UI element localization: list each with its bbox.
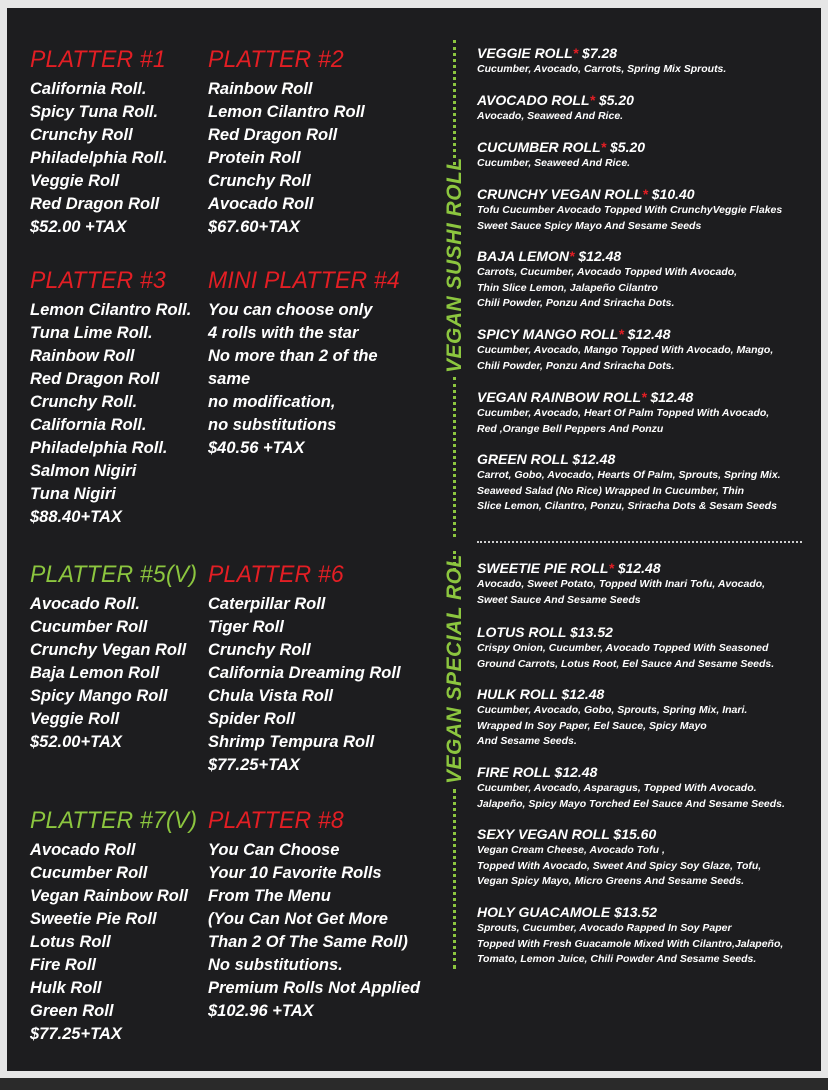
platter-price: $67.60+TAX (208, 218, 300, 236)
roll-description: Thin Slice Lemon, Jalapeño Cilantro (477, 281, 658, 294)
platter-price: $77.25+TAX (30, 1025, 122, 1043)
divider-vegan-special-bottom (453, 789, 456, 969)
platter-item: Philadelphia Roll. (30, 439, 168, 457)
roll-description: Avocado, Sweet Potato, Topped With Inari Tofu, Avocado, (477, 578, 766, 590)
platter-item: No substitutions. (208, 956, 343, 974)
roll-name-text: HULK ROLL (477, 686, 558, 702)
platter-title: PLATTER #7(V) (30, 807, 198, 834)
platter-item: same (208, 370, 251, 388)
platter-item: Shrimp Tempura Roll (208, 733, 375, 751)
platter-item: Protein Roll (208, 149, 301, 167)
roll-name-text: FIRE ROLL (477, 764, 551, 780)
roll-name (477, 186, 817, 203)
platter-title: MINI PLATTER #4 (208, 267, 400, 294)
roll-description: Cucumber, Avocado, Carrots, Spring Mix Sprouts. (477, 63, 727, 75)
platter-item: Green Roll (30, 1002, 114, 1020)
section-label-vegan-sushi: VEGAN SUSHI ROLL (443, 157, 466, 373)
roll-name (477, 624, 817, 641)
platter-item: Chula Vista Roll (208, 687, 333, 705)
roll-price: $12.48 (554, 764, 598, 780)
platter-3 (30, 267, 230, 529)
platter-item: Sweetie Pie Roll (30, 910, 157, 928)
platter-item: You Can Choose (208, 841, 340, 859)
roll-item (477, 764, 817, 812)
roll-name-text: AVOCADO ROLL (477, 92, 590, 108)
platter-price: $102.96 +TAX (208, 1002, 314, 1020)
roll-item (477, 45, 817, 78)
platter-item: Tuna Nigiri (30, 485, 116, 503)
roll-name (477, 560, 817, 577)
platter-item: Spicy Tuna Roll. (30, 103, 159, 121)
platter-item: (You Can Not Get More (208, 910, 388, 928)
star-icon: * (641, 389, 647, 405)
platter-item: Crunchy Roll. (30, 393, 138, 411)
roll-description: Cucumber, Avocado, Gobo, Sprouts, Spring Mix, Inari. (477, 704, 748, 716)
platter-5-vegan (30, 561, 230, 754)
roll-description: Vegan Cream Cheese, Avocado Tofu , (477, 844, 665, 856)
platter-title: PLATTER #6 (208, 561, 344, 588)
platter-item: Your 10 Favorite Rolls (208, 864, 382, 882)
divider-vegan-sushi-bottom (453, 377, 456, 537)
roll-item (477, 624, 817, 672)
roll-description: Chili Powder, Ponzu And Sriracha Dots. (477, 359, 675, 372)
platter-7-vegan (30, 807, 230, 1046)
star-icon: * (642, 186, 648, 202)
platter-item: Premium Rolls Not Applied (208, 979, 421, 997)
roll-description: Carrot, Gobo, Avocado, Hearts Of Palm, Sprouts, Spring Mix. (477, 469, 781, 481)
roll-description: Chili Powder, Ponzu And Sriracha Dots. (477, 297, 675, 309)
roll-price: $5.20 (598, 92, 634, 108)
roll-price: $12.48 (650, 389, 694, 405)
roll-description: And Sesame Seeds. (477, 735, 577, 747)
roll-name (477, 764, 817, 781)
roll-description: Cucumber, Avocado, Mango Topped With Avocado, Mango, (477, 344, 774, 356)
roll-description: Cucumber, Avocado, Heart Of Palm Topped With Avocado, (477, 407, 770, 419)
star-icon: * (600, 139, 607, 155)
platter-item: Avocado Roll (208, 195, 314, 213)
roll-description: Ground Carrots, Lotus Root, Eel Sauce And Sesame Seeds. (477, 657, 775, 670)
bottom-strip (0, 1078, 828, 1090)
roll-description: Sprouts, Cucumber, Avocado Rapped In Soy Paper (477, 922, 732, 934)
platter-item: Lotus Roll (30, 933, 111, 951)
roll-name (477, 139, 817, 156)
roll-price: $12.48 (561, 686, 605, 702)
star-icon: * (572, 45, 579, 61)
roll-price: $12.48 (627, 326, 671, 342)
platter-item: California Roll. (30, 416, 147, 434)
platter-item: Vegan Rainbow Roll (30, 887, 188, 905)
roll-item (477, 186, 817, 234)
platter-2 (208, 46, 408, 239)
platter-item: Spider Roll (208, 710, 296, 728)
roll-name-text: SEXY VEGAN ROLL (477, 826, 610, 842)
roll-description: Cucumber, Seaweed And Rice. (477, 157, 631, 169)
roll-name (477, 451, 817, 468)
divider-vegan-sushi-top (453, 40, 456, 165)
roll-item (477, 560, 817, 608)
roll-description: Sweet Sauce And Sesame Seeds (477, 593, 641, 606)
roll-price: $7.28 (582, 45, 618, 61)
roll-description: Red ,Orange Bell Peppers And Ponzu (477, 422, 664, 435)
star-icon: * (589, 92, 595, 108)
roll-name (477, 92, 817, 109)
roll-price: $15.60 (613, 826, 657, 842)
platter-item: Fire Roll (30, 956, 97, 974)
platter-title: PLATTER #2 (208, 46, 344, 73)
platter-item: Philadelphia Roll. (30, 149, 168, 167)
platter-price: $40.56 +TAX (208, 439, 305, 457)
roll-description: Sweet Sauce Spicy Mayo And Sesame Seeds (477, 219, 702, 232)
platter-item: Salmon Nigiri (30, 462, 137, 480)
roll-name-text: LOTUS ROLL (477, 624, 567, 640)
platter-item: You can choose only (208, 301, 373, 319)
platter-item: Red Dragon Roll (30, 370, 160, 388)
platter-item: California Dreaming Roll (208, 664, 401, 682)
star-icon: * (618, 326, 624, 342)
roll-description: Vegan Spicy Mayo, Micro Greens And Sesame Seeds. (477, 875, 745, 887)
platter-item: Rainbow Roll (30, 347, 135, 365)
roll-description: Topped With Avocado, Sweet And Spicy Soy Glaze, Tofu, (477, 859, 762, 872)
platter-item: Crunchy Vegan Roll (30, 641, 187, 659)
roll-item (477, 139, 817, 172)
platter-title: PLATTER #3 (30, 267, 166, 294)
platter-item: Rainbow Roll (208, 80, 313, 98)
platter-item: Veggie Roll (30, 710, 120, 728)
roll-description: Crispy Onion, Cucumber, Avocado Topped With Seasoned (477, 642, 769, 654)
platter-item: Crunchy Roll (208, 172, 311, 190)
roll-name-text: BAJA LEMON (477, 248, 570, 264)
platter-6 (208, 561, 408, 777)
platter-8 (208, 807, 421, 1023)
roll-price: $12.48 (572, 451, 616, 467)
roll-description: Tomato, Lemon Juice, Chili Powder And Sesame Seeds. (477, 953, 757, 965)
roll-price: $5.20 (610, 139, 646, 155)
platter-price: $52.00+TAX (30, 733, 122, 751)
platter-item: Caterpillar Roll (208, 595, 326, 613)
platter-item: Crunchy Roll (208, 641, 311, 659)
platter-item: 4 rolls with the star (208, 324, 359, 342)
platter-item: Baja Lemon Roll (30, 664, 160, 682)
platter-price: $77.25+TAX (208, 756, 300, 774)
platter-title: PLATTER #1 (30, 46, 166, 73)
roll-item (477, 451, 817, 515)
roll-item (477, 389, 817, 437)
platter-item: Spicy Mango Roll (30, 687, 168, 705)
platter-item: Cucumber Roll (30, 864, 148, 882)
roll-description: Topped With Fresh Guacamole Mixed With Cilantro,Jalapeño, (477, 937, 784, 950)
roll-item (477, 826, 817, 890)
roll-description: Cucumber, Avocado, Asparagus, Topped With Avocado. (477, 782, 757, 794)
platter-item: California Roll. (30, 80, 147, 98)
platter-item: Tiger Roll (208, 618, 284, 636)
roll-name (477, 904, 817, 921)
roll-description: Wrapped In Soy Paper, Eel Sauce, Spicy Mayo (477, 719, 707, 732)
platter-item: Crunchy Roll (30, 126, 133, 144)
roll-name-text: SPICY MANGO ROLL (477, 326, 619, 342)
roll-name-text: HOLY GUACAMOLE (477, 904, 611, 920)
roll-item (477, 326, 817, 374)
section-separator (477, 541, 802, 543)
roll-item (477, 248, 817, 312)
roll-price: $12.48 (578, 248, 622, 264)
platter-item: No more than 2 of the (208, 347, 378, 365)
roll-name (477, 326, 817, 343)
platter-price: $52.00 +TAX (30, 218, 127, 236)
platter-item: no modification, (208, 393, 336, 411)
roll-price: $13.52 (570, 624, 613, 640)
roll-item (477, 92, 817, 125)
platter-item: Lemon Cilantro Roll (208, 103, 365, 121)
roll-name (477, 45, 817, 62)
platter-item: Than 2 Of The Same Roll) (208, 933, 408, 951)
roll-price: $10.40 (651, 186, 695, 202)
roll-item (477, 686, 817, 750)
platter-item: Avocado Roll. (30, 595, 141, 613)
roll-name-text: GREEN ROLL (477, 451, 569, 467)
roll-name (477, 686, 817, 703)
star-icon: * (608, 560, 614, 576)
section-label-vegan-special: VEGAN SPECIAL ROL (443, 554, 466, 784)
roll-name-text: SWEETIE PIE ROLL (477, 560, 609, 576)
roll-name-text: VEGGIE ROLL (477, 45, 573, 61)
platter-item: Lemon Cilantro Roll. (30, 301, 192, 319)
star-icon: * (569, 248, 575, 264)
platter-item: Red Dragon Roll (208, 126, 338, 144)
platter-item: no substitutions (208, 416, 337, 434)
roll-description: Seaweed Salad (No Rice) Wrapped In Cucumber, Thin (477, 484, 745, 497)
roll-description: Carrots, Cucumber, Avocado Topped With Avocado, (477, 266, 738, 278)
platter-item: Red Dragon Roll (30, 195, 160, 213)
roll-description: Avocado, Seaweed And Rice. (477, 110, 624, 122)
roll-description: Slice Lemon, Cilantro, Ponzu, Sriracha Dots & Sesam Seeds (477, 500, 777, 512)
roll-price: $12.48 (617, 560, 661, 576)
roll-name (477, 248, 817, 265)
roll-name (477, 389, 817, 406)
platter-item: Hulk Roll (30, 979, 102, 997)
roll-name (477, 826, 817, 843)
platter-price: $88.40+TAX (30, 508, 122, 526)
roll-item (477, 904, 817, 968)
platter-item: Avocado Roll (30, 841, 136, 859)
roll-name-text: VEGAN RAINBOW ROLL (477, 389, 642, 405)
roll-price: $13.52 (614, 904, 657, 920)
platter-1 (30, 46, 230, 239)
platter-item: Tuna Lime Roll. (30, 324, 153, 342)
roll-name-text: CRUNCHY VEGAN ROLL (477, 186, 643, 202)
roll-description: Tofu Cucumber Avocado Topped With CrunchyVeggie Flakes (477, 204, 783, 216)
platter-title: PLATTER #8 (208, 807, 344, 834)
mini-platter-4 (208, 267, 408, 460)
platter-item: From The Menu (208, 887, 331, 905)
platter-item: Cucumber Roll (30, 618, 148, 636)
menu-board (7, 8, 821, 1071)
roll-name-text: CUCUMBER ROLL (477, 139, 601, 155)
platter-item: Veggie Roll (30, 172, 120, 190)
platter-title: PLATTER #5(V) (30, 561, 198, 588)
roll-description: Jalapeño, Spicy Mayo Torched Eel Sauce And Sesame Seeds. (477, 797, 785, 810)
